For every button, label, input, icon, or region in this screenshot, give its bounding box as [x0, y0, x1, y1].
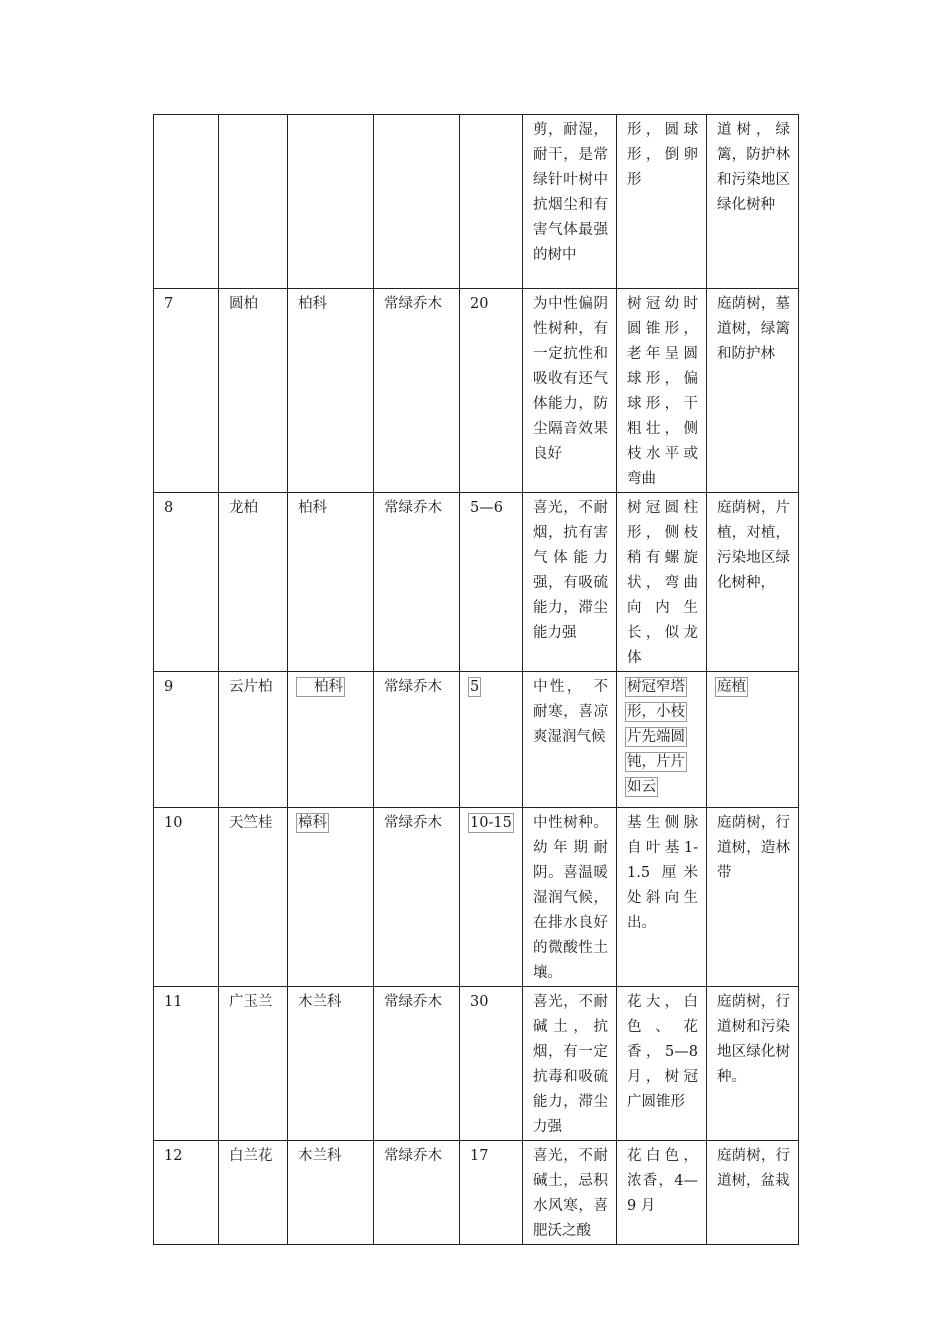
cell-height — [460, 808, 523, 987]
cell-form: 基生侧脉自叶基1-1.5 厘米处斜向生出。 — [617, 808, 707, 987]
field-marked-text: 樟科 — [298, 815, 327, 831]
cell-tree-type — [374, 115, 460, 289]
cell-number — [154, 115, 219, 289]
cell-species-name: 龙柏 — [219, 493, 288, 672]
cell-habit: 中性， 不耐寒，喜凉爽湿润气候 — [523, 672, 617, 808]
cell-species-name: 云片柏 — [219, 672, 288, 808]
cell-species-name: 圆柏 — [219, 289, 288, 493]
cell-use: 道树，绿篱，防护林和污染地区绿化树种 — [707, 115, 799, 289]
cell-tree-type: 常绿乔木 — [374, 808, 460, 987]
cell-tree-type: 常绿乔木 — [374, 672, 460, 808]
cell-species-name: 广玉兰 — [219, 987, 288, 1141]
cell-tree-type: 常绿乔木 — [374, 987, 460, 1141]
cell-use: 庭荫树，行道树，盆栽 — [707, 1141, 799, 1245]
cell-number: 9 — [154, 672, 219, 808]
table-row — [154, 1141, 799, 1245]
cell-form — [617, 672, 707, 808]
cell-habit: 喜光，不耐碱土，抗烟，有一定抗毒和吸硫能力，滞尘力强 — [523, 987, 617, 1141]
table-row — [154, 987, 799, 1141]
field-marked-text: 柏科 — [298, 679, 343, 695]
cell-family: 柏科 — [288, 289, 374, 493]
table-row — [154, 493, 799, 672]
cell-tree-type: 常绿乔木 — [374, 1141, 460, 1245]
cell-use — [707, 672, 799, 808]
cell-habit: 剪，耐湿，耐干，是常绿针叶树中抗烟尘和有害气体最强的树中 — [523, 115, 617, 289]
cell-form: 树冠幼时圆锥形，老年呈圆球形，偏球形，干粗壮，侧枝水平或弯曲 — [617, 289, 707, 493]
field-marked-text: 庭植 — [717, 679, 746, 695]
cell-habit: 喜光，不耐烟，抗有害气体能力强，有吸硫能力，滞尘能力强 — [523, 493, 617, 672]
cell-species-name — [219, 115, 288, 289]
field-marked-text: 10-15 — [470, 815, 512, 831]
cell-form: 树冠圆柱形，侧枝稍有螺旋状，弯曲向内生长，似龙体 — [617, 493, 707, 672]
cell-height: 17 — [460, 1141, 523, 1245]
cell-family — [288, 672, 374, 808]
cell-number: 8 — [154, 493, 219, 672]
cell-height — [460, 672, 523, 808]
cell-number: 12 — [154, 1141, 219, 1245]
cell-use: 庭荫树，片植，对植，污染地区绿化树种， — [707, 493, 799, 672]
cell-form: 花白色，浓香，4—9 月 — [617, 1141, 707, 1245]
cell-number: 7 — [154, 289, 219, 493]
table-row — [154, 672, 799, 808]
cell-height: 30 — [460, 987, 523, 1141]
cell-family — [288, 808, 374, 987]
cell-height — [460, 115, 523, 289]
species-table — [153, 114, 799, 1245]
table-row — [154, 808, 799, 987]
field-marked-text: 树冠窄塔形，小枝片先端圆钝，片片如云 — [627, 679, 685, 795]
cell-habit: 中性树种。幼年期耐阴。喜温暖湿润气候，在排水良好的微酸性土壤。 — [523, 808, 617, 987]
cell-tree-type: 常绿乔木 — [374, 289, 460, 493]
cell-height: 20 — [460, 289, 523, 493]
cell-number: 10 — [154, 808, 219, 987]
cell-family: 柏科 — [288, 493, 374, 672]
cell-habit: 喜光，不耐碱土，忌积水风寒，喜肥沃之酸 — [523, 1141, 617, 1245]
cell-height: 5—6 — [460, 493, 523, 672]
cell-use: 庭荫树，墓道树，绿篱和防护林 — [707, 289, 799, 493]
table-row — [154, 115, 799, 289]
cell-form: 形，圆球形，倒卵形 — [617, 115, 707, 289]
cell-form: 花大，白色、花香，5—8 月，树冠广圆锥形 — [617, 987, 707, 1141]
cell-use: 庭荫树，行道树，造林带 — [707, 808, 799, 987]
cell-family: 木兰科 — [288, 987, 374, 1141]
cell-use: 庭荫树，行道树和污染地区绿化树种。 — [707, 987, 799, 1141]
cell-species-name: 天竺桂 — [219, 808, 288, 987]
cell-tree-type: 常绿乔木 — [374, 493, 460, 672]
table-row — [154, 289, 799, 493]
cell-number: 11 — [154, 987, 219, 1141]
cell-family: 木兰科 — [288, 1141, 374, 1245]
cell-family — [288, 115, 374, 289]
cell-habit: 为中性偏阴性树种，有一定抗性和吸收有还气体能力，防尘隔音效果良好 — [523, 289, 617, 493]
field-marked-text: 5 — [470, 679, 480, 695]
cell-species-name: 白兰花 — [219, 1141, 288, 1245]
